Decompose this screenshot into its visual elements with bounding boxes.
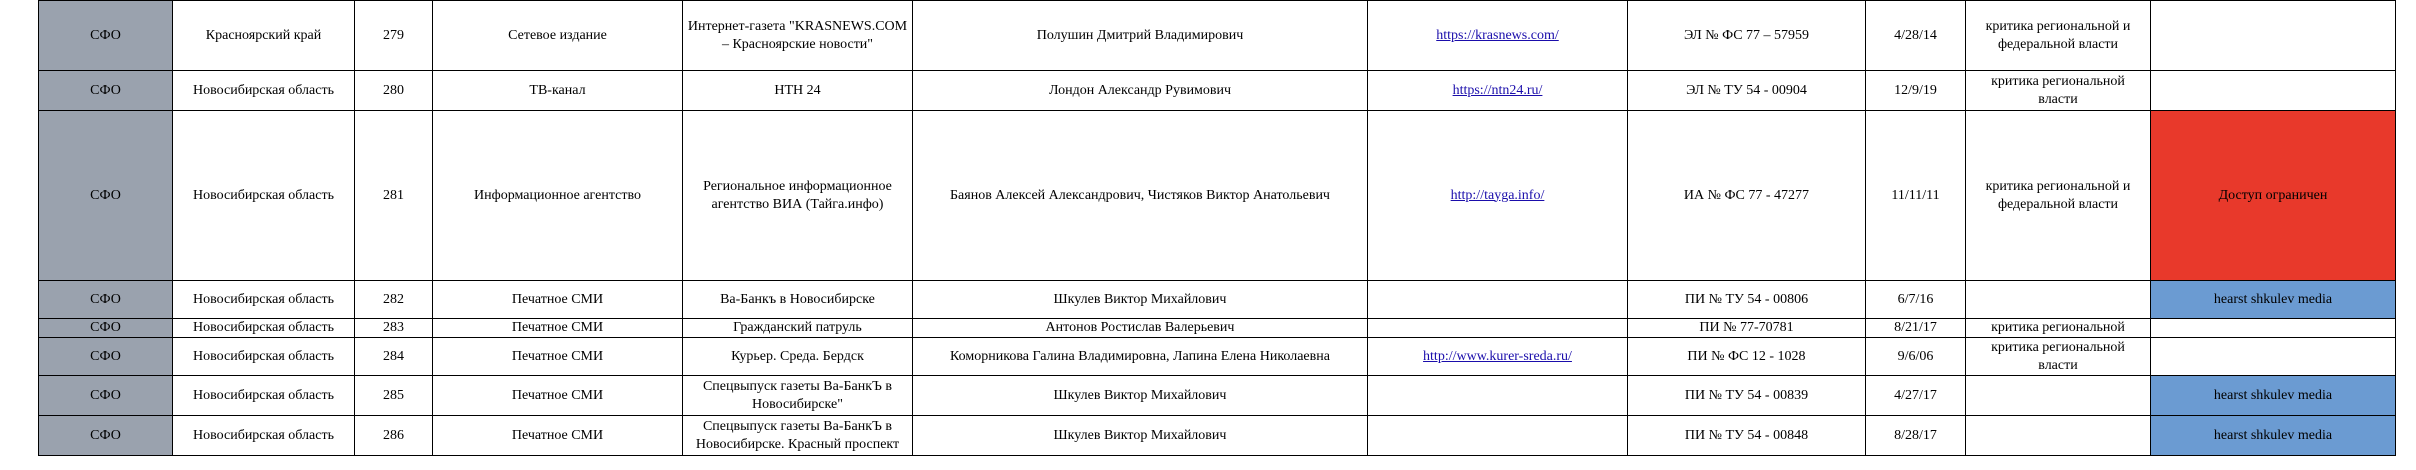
website-link[interactable]: http://tayga.info/ <box>1450 187 1545 203</box>
license-cell: ПИ № 77-70781 <box>1628 319 1866 338</box>
num-cell: 281 <box>355 111 433 281</box>
subject-cell: Новосибирская область <box>173 319 355 338</box>
founder-cell: Антонов Ростислав Валерьевич <box>913 319 1368 338</box>
url-cell <box>1368 71 1628 111</box>
date-cell: 6/7/16 <box>1866 281 1966 319</box>
note-cell: критика региональной и федеральной власти <box>1966 111 2151 281</box>
table-row <box>39 376 2396 416</box>
status-cell: Доступ ограничен <box>2151 111 2396 281</box>
founder-cell: Лондон Александр Рувимович <box>913 71 1368 111</box>
region-cell: СФО <box>39 71 173 111</box>
founder-cell: Шкулев Виктор Михайлович <box>913 376 1368 416</box>
table-row <box>39 1 2396 71</box>
type-cell: Печатное СМИ <box>433 416 683 456</box>
date-cell: 4/28/14 <box>1866 1 1966 71</box>
license-cell: ПИ № ТУ 54 - 00839 <box>1628 376 1866 416</box>
subject-cell: Новосибирская область <box>173 111 355 281</box>
table-row <box>39 111 2396 281</box>
name-cell: Спецвыпуск газеты Ва-БанкЪ в Новосибирске" <box>683 376 913 416</box>
type-cell: Печатное СМИ <box>433 319 683 338</box>
note-cell: критика региональной власти <box>1966 338 2151 376</box>
num-cell: 280 <box>355 71 433 111</box>
type-cell: ТВ-канал <box>433 71 683 111</box>
subject-cell: Новосибирская область <box>173 338 355 376</box>
url-cell <box>1368 376 1628 416</box>
url-cell <box>1368 281 1628 319</box>
name-cell: Интернет-газета "KRASNEWS.COM – Красноярские новости" <box>683 1 913 71</box>
status-cell: hearst shkulev media <box>2151 416 2396 456</box>
subject-cell: Новосибирская область <box>173 416 355 456</box>
date-cell: 8/21/17 <box>1866 319 1966 338</box>
type-cell: Печатное СМИ <box>433 338 683 376</box>
region-cell: СФО <box>39 416 173 456</box>
license-cell: ИА № ФС 77 - 47277 <box>1628 111 1866 281</box>
subject-cell: Новосибирская область <box>173 281 355 319</box>
note-cell <box>1966 416 2151 456</box>
url-cell <box>1368 111 1628 281</box>
type-cell: Сетевое издание <box>433 1 683 71</box>
type-cell: Печатное СМИ <box>433 376 683 416</box>
founder-cell: Коморникова Галина Владимировна, Лапина Елена Николаевна <box>913 338 1368 376</box>
table-row <box>39 71 2396 111</box>
num-cell: 285 <box>355 376 433 416</box>
name-cell: Гражданский патруль <box>683 319 913 338</box>
founder-cell: Баянов Алексей Александрович, Чистяков Виктор Анатольевич <box>913 111 1368 281</box>
status-cell: hearst shkulev media <box>2151 376 2396 416</box>
type-cell: Печатное СМИ <box>433 281 683 319</box>
num-cell: 286 <box>355 416 433 456</box>
num-cell: 284 <box>355 338 433 376</box>
name-cell: Региональное информационное агентство ВИА (Тайга.инфо) <box>683 111 913 281</box>
date-cell: 8/28/17 <box>1866 416 1966 456</box>
type-cell: Информационное агентство <box>433 111 683 281</box>
name-cell: НТН 24 <box>683 71 913 111</box>
name-cell: Ва-Банкъ в Новосибирске <box>683 281 913 319</box>
note-cell <box>1966 281 2151 319</box>
region-cell: СФО <box>39 1 173 71</box>
license-cell: ПИ № ТУ 54 - 00848 <box>1628 416 1866 456</box>
note-cell: критика региональной власти <box>1966 71 2151 111</box>
region-cell: СФО <box>39 376 173 416</box>
subject-cell: Новосибирская область <box>173 71 355 111</box>
url-cell <box>1368 319 1628 338</box>
num-cell: 283 <box>355 319 433 338</box>
date-cell: 9/6/06 <box>1866 338 1966 376</box>
num-cell: 282 <box>355 281 433 319</box>
url-cell <box>1368 1 1628 71</box>
date-cell: 12/9/19 <box>1866 71 1966 111</box>
note-cell: критика региональной и федеральной власти <box>1966 1 2151 71</box>
num-cell: 279 <box>355 1 433 71</box>
status-cell <box>2151 1 2396 71</box>
media-registry-table <box>38 0 2396 456</box>
license-cell: ЭЛ № ФС 77 – 57959 <box>1628 1 1866 71</box>
url-cell <box>1368 416 1628 456</box>
founder-cell: Шкулев Виктор Михайлович <box>913 281 1368 319</box>
table-row <box>39 338 2396 376</box>
status-cell <box>2151 71 2396 111</box>
status-cell: hearst shkulev media <box>2151 281 2396 319</box>
region-cell: СФО <box>39 281 173 319</box>
note-cell <box>1966 376 2151 416</box>
region-cell: СФО <box>39 319 173 338</box>
website-link[interactable]: https://krasnews.com/ <box>1436 27 1559 43</box>
table-row <box>39 319 2396 338</box>
status-cell <box>2151 319 2396 338</box>
status-cell <box>2151 338 2396 376</box>
founder-cell: Полушин Дмитрий Владимирович <box>913 1 1368 71</box>
website-link[interactable]: http://www.kurer-sreda.ru/ <box>1423 348 1572 364</box>
license-cell: ПИ № ТУ 54 - 00806 <box>1628 281 1866 319</box>
name-cell: Спецвыпуск газеты Ва-БанкЪ в Новосибирске. Красный проспект <box>683 416 913 456</box>
table-row <box>39 416 2396 456</box>
region-cell: СФО <box>39 111 173 281</box>
url-cell <box>1368 338 1628 376</box>
subject-cell: Красноярский край <box>173 1 355 71</box>
date-cell: 11/11/11 <box>1866 111 1966 281</box>
subject-cell: Новосибирская область <box>173 376 355 416</box>
table-row <box>39 281 2396 319</box>
license-cell: ЭЛ № ТУ 54 - 00904 <box>1628 71 1866 111</box>
note-cell: критика региональной <box>1966 319 2151 338</box>
region-cell: СФО <box>39 338 173 376</box>
name-cell: Курьер. Среда. Бердск <box>683 338 913 376</box>
website-link[interactable]: https://ntn24.ru/ <box>1452 82 1543 98</box>
date-cell: 4/27/17 <box>1866 376 1966 416</box>
license-cell: ПИ № ФС 12 - 1028 <box>1628 338 1866 376</box>
founder-cell: Шкулев Виктор Михайлович <box>913 416 1368 456</box>
